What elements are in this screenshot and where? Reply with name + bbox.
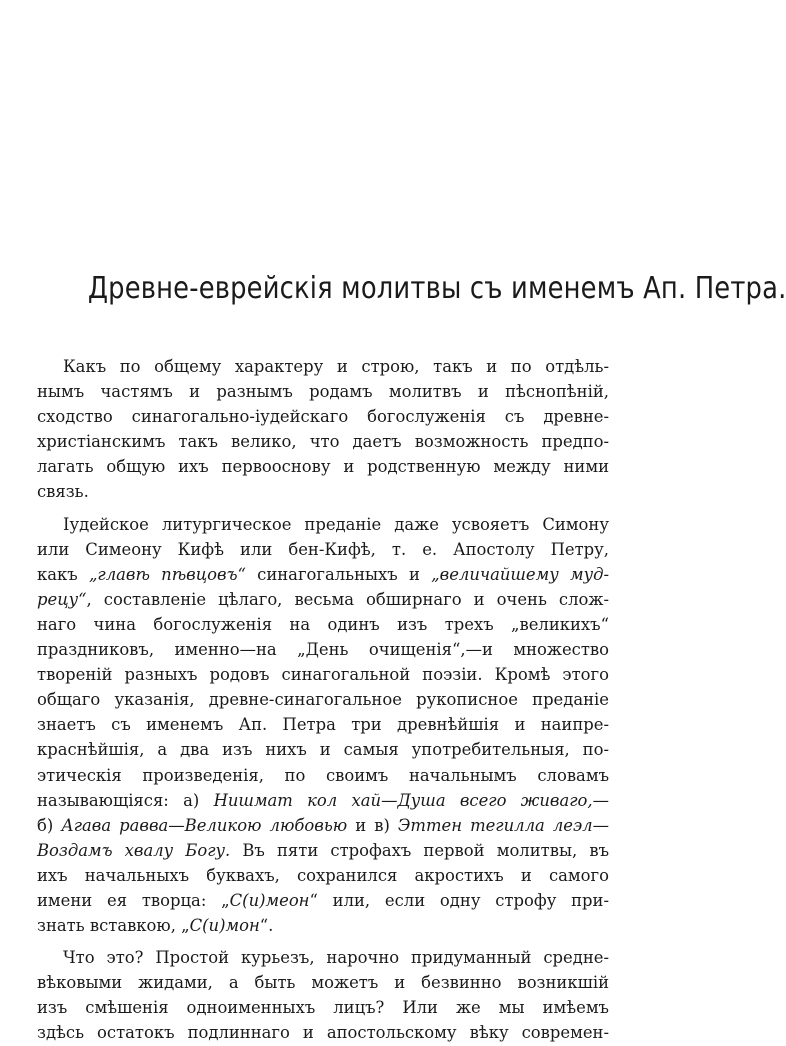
- text-run: б): [37, 815, 62, 835]
- text-run: Въ пяти строфахъ первой молитвы, въ: [230, 840, 609, 860]
- paragraph-1: [37, 354, 609, 505]
- text-line: знаетъ съ именемъ Ап. Петра три древнѣйшія и наипре-: [37, 715, 609, 735]
- text-line: Что это? Простой курьезъ, нарочно придуманный средне-: [63, 948, 609, 968]
- text-line: краснѣйшія, а два изъ нихъ и самыя употребительныя, по-: [37, 740, 609, 760]
- italic-run: Нишмат кол хай—Душа всего живаго,—: [213, 790, 609, 810]
- text-run: “.: [259, 916, 274, 936]
- italic-run: „величайшему муд-: [431, 564, 609, 584]
- text-run: имени ея творца: „: [37, 890, 230, 910]
- text-line: [37, 813, 609, 838]
- text-line: твореній разныхъ родовъ синагогальной поэзіи. Кромѣ этого: [37, 665, 609, 685]
- italic-run: С(и)мон: [189, 916, 260, 936]
- text-line: [37, 913, 609, 938]
- text-line: Какъ по общему характеру и строю, такъ и по отдѣль-: [63, 357, 609, 376]
- text-run: синагогальныхъ и: [245, 564, 432, 584]
- italic-run: „главѣ пѣвцовъ“: [88, 564, 246, 584]
- text-line: [37, 562, 609, 587]
- text-line: [37, 587, 609, 612]
- text-line: [37, 838, 609, 863]
- text-line: вѣковыми жидами, а быть можетъ и безвинно возникшій: [37, 973, 609, 993]
- italic-run: Воздамъ хвалу Богу.: [37, 840, 231, 860]
- text-line: изъ смѣшенія одноименныхъ лицъ? Или же мы имѣемъ: [37, 998, 609, 1018]
- text-run: какъ: [37, 564, 89, 584]
- text-run: “ или, если одну строфу при-: [309, 890, 610, 910]
- paragraph-2: [37, 512, 609, 939]
- text-line: [37, 888, 609, 913]
- text-line: сходство синагогально-іудейскаго богослуженія съ древне-: [37, 407, 609, 427]
- italic-run: рецу“: [37, 589, 87, 609]
- text-run: и в): [347, 815, 398, 835]
- italic-run: Агава равва—Великою любовью: [61, 815, 348, 835]
- text-line: Іудейское литургическое преданіе даже усвояетъ Симону: [63, 514, 609, 534]
- italic-run: С(и)меон: [229, 890, 310, 910]
- text-line: связь.: [37, 482, 89, 502]
- text-run: называющіяся: а): [37, 790, 214, 810]
- text-line: общаго указанія, древне-синагогальное рукописное преданіе: [37, 690, 609, 710]
- text-line: наго чина богослуженія на одинъ изъ трехъ „великихъ“: [37, 614, 609, 634]
- text-line: [37, 788, 609, 813]
- italic-run: Эттен тегилла леэл—: [397, 815, 609, 835]
- text-line: этическія произведенія, по своимъ начальнымъ словамъ: [37, 765, 609, 785]
- text-line: праздниковъ, именно—на „День очищенія“,—и множество: [37, 640, 609, 660]
- page-title: Древне-еврейскія молитвы съ именемъ Ап. Петра.: [87, 271, 786, 306]
- text-line: нымъ частямъ и разнымъ родамъ молитвъ и пѣснопѣній,: [37, 382, 609, 402]
- text-line: лагать общую ихъ первооснову и родственную между ними: [37, 457, 609, 477]
- text-line: или Симеону Кифѣ или бен-Кифѣ, т. е. Апостолу Петру,: [37, 539, 609, 559]
- text-run: , составленіе цѣлаго, весьма обширнаго и очень слож-: [86, 589, 609, 609]
- text-line: ихъ начальныхъ буквахъ, сохранился акростихъ и самого: [37, 865, 609, 885]
- text-line: христіанскимъ такъ велико, что даетъ возможность предпо-: [37, 432, 609, 452]
- text-run: знать вставкою, „: [37, 916, 190, 936]
- text-line: здѣсь остатокъ подлиннаго и апостольскому вѣку современ-: [37, 1023, 609, 1043]
- body-text: [37, 354, 609, 1046]
- paragraph-3: [37, 945, 609, 1045]
